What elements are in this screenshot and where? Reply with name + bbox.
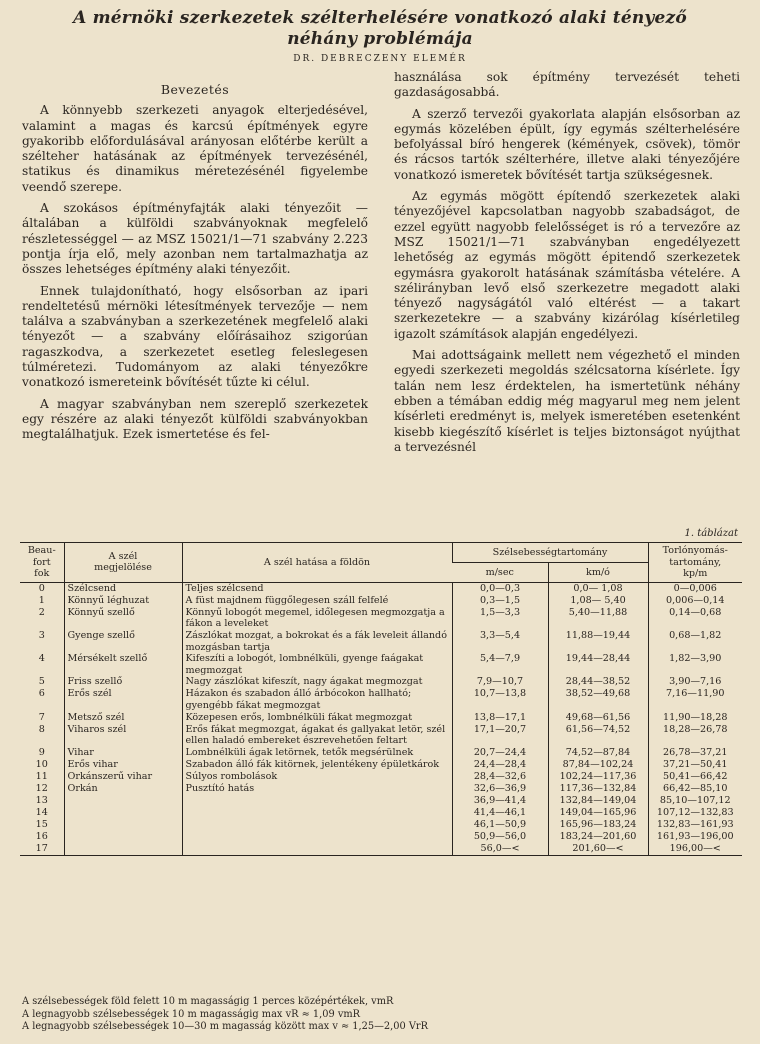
row-beaufort: 6: [38, 688, 45, 700]
row-name: Mérsékelt szellő: [64, 653, 182, 676]
row-pressure: 26,78—37,21: [648, 747, 742, 759]
table-row: [20, 724, 742, 747]
row-effect: Nagy zászlókat kifeszít, nagy ágakat megmozgat: [182, 676, 452, 688]
row-effect: Erős fákat megmozgat, ágakat és gallyakat letör, szél ellen haladó embereket észrevehetően feltart: [182, 724, 452, 747]
row-name: [64, 831, 182, 843]
title-line-1: A mérnöki szerkezetek szélterhelésére vonatkozó alaki tényező: [73, 8, 687, 28]
row-effect: [182, 843, 452, 856]
row-beaufort: 13: [35, 794, 48, 806]
row-effect: Pusztító hatás: [182, 783, 452, 795]
row-pressure: 0,14—0,68: [648, 607, 742, 630]
header-ms: m/sec: [485, 566, 514, 578]
paragraph: A szerző tervezői gyakorlata alapján elsősorban az egymás közelében épült, így egymás szélterhelésére befolyással bíró hengerek (kémények, csövek), tömör és rácsos tartók szélterhére, illetve alaki tényezőjére vonatkozó ismeretek bővítését tartja szükségesnek.: [394, 106, 740, 182]
row-beaufort: 4: [38, 653, 45, 665]
row-name: Orkánszerű vihar: [64, 771, 182, 783]
row-effect: Zászlókat mozgat, a bokrokat és a fák leveleit állandó mozgásban tartja: [182, 630, 452, 653]
row-ms: 0,0—0,3: [452, 582, 548, 595]
row-effect: Könnyű lobogót megemel, időlegesen megmozgatja a fákon a leveleket: [182, 607, 452, 630]
section-heading: Bevezetés: [160, 82, 230, 97]
row-effect: Házakon és szabadon álló árbócokon hallható; gyengébb fákat megmozgat: [182, 688, 452, 711]
row-kmh: 149,04—165,96: [548, 807, 648, 819]
row-beaufort: 12: [35, 782, 48, 794]
row-name: Szélcsend: [64, 582, 182, 595]
row-ms: 36,9—41,4: [452, 795, 548, 807]
header-pressure: Torlónyomás- tartomány, kp/m: [648, 543, 742, 583]
row-kmh: 49,68—61,56: [548, 712, 648, 724]
row-ms: 7,9—10,7: [452, 676, 548, 688]
row-kmh: 74,52—87,84: [548, 747, 648, 759]
table-row: [20, 771, 742, 783]
row-name: Erős szél: [64, 688, 182, 711]
row-kmh: 38,52—49,68: [548, 688, 648, 711]
row-effect: [182, 807, 452, 819]
row-pressure: 7,16—11,90: [648, 688, 742, 711]
row-effect: A füst majdnem függőlegesen száll felfelé: [182, 595, 452, 607]
row-name: Gyenge szellő: [64, 630, 182, 653]
paragraph-continued: használása sok építmény tervezését teheti gazdaságosabbá.: [394, 70, 740, 100]
note: A szélsebességek föld felett 10 m magasságig 1 perces középértékek, vmR: [22, 996, 394, 1007]
author: DR. DEBRECZENY ELEMÉR: [293, 54, 467, 64]
table-row: [20, 747, 742, 759]
row-pressure: 18,28—26,78: [648, 724, 742, 747]
title-line-2: néhány problémája: [287, 29, 473, 49]
row-name: Orkán: [64, 783, 182, 795]
row-kmh: 61,56—74,52: [548, 724, 648, 747]
table-row: [20, 607, 742, 630]
row-effect: Súlyos rombolások: [182, 771, 452, 783]
header-kmh: km/ó: [548, 562, 648, 582]
row-name: Könnyű szellő: [64, 607, 182, 630]
row-ms: 0,3—1,5: [452, 595, 548, 607]
table-body: [20, 582, 742, 855]
row-kmh: 11,88—19,44: [548, 630, 648, 653]
row-kmh: 132,84—149,04: [548, 795, 648, 807]
beaufort-table: [20, 542, 742, 856]
row-beaufort: 11: [35, 770, 48, 782]
row-ms: 28,4—32,6: [452, 771, 548, 783]
row-pressure: 50,41—66,42: [648, 771, 742, 783]
row-ms: 10,7—13,8: [452, 688, 548, 711]
row-name: Viharos szél: [64, 724, 182, 747]
table-row: [20, 595, 742, 607]
row-beaufort: 2: [38, 606, 45, 618]
row-effect: [182, 795, 452, 807]
row-beaufort: 15: [35, 818, 48, 830]
row-kmh: 0,0— 1,08: [548, 582, 648, 595]
table-notes: [22, 996, 428, 1034]
row-kmh: 28,44—38,52: [548, 676, 648, 688]
row-effect: Kifeszíti a lobogót, lombnélküli, gyenge faágakat megmozgat: [182, 653, 452, 676]
row-pressure: 1,82—3,90: [648, 653, 742, 676]
row-effect: Lombnélküli ágak letörnek, tetők megsérülnek: [182, 747, 452, 759]
table-row: [20, 582, 742, 595]
row-pressure: 37,21—50,41: [648, 759, 742, 771]
row-name: Friss szellő: [64, 676, 182, 688]
paragraph: Mai adottságaink mellett nem végezhető el minden egyedi szerkezeti megoldás szélcsatorna kísérlete. Így talán nem lesz érdektelen, ha ismertetünk néhány ebben a témában eddig még magyarul meg nem jelent kísérleti eredményt is, melyek ismeretében esetenként kisebb kiegészítő kísérlet is teljes biztonságot nyújthat a tervezésnél: [394, 348, 740, 454]
row-effect: Teljes szélcsend: [182, 582, 452, 595]
table-row: [20, 759, 742, 771]
table-row: [20, 712, 742, 724]
table-label: 1. táblázat: [684, 528, 738, 539]
row-kmh: 201,60—<: [548, 843, 648, 856]
row-pressure: 66,42—85,10: [648, 783, 742, 795]
header-name: A szél megjelölése: [64, 543, 182, 583]
table-row: [20, 843, 742, 856]
row-pressure: 85,10—107,12: [648, 795, 742, 807]
table-row: [20, 630, 742, 653]
row-pressure: 11,90—18,28: [648, 712, 742, 724]
table-row: [20, 783, 742, 795]
table-row: [20, 831, 742, 843]
row-kmh: 19,44—28,44: [548, 653, 648, 676]
row-pressure: 0,006—0,14: [648, 595, 742, 607]
row-pressure: 132,83—161,93: [648, 819, 742, 831]
row-name: [64, 819, 182, 831]
header-beaufort: Beau- fort fok: [27, 545, 56, 580]
row-ms: 24,4—28,4: [452, 759, 548, 771]
row-kmh: 165,96—183,24: [548, 819, 648, 831]
row-name: Erős vihar: [64, 759, 182, 771]
row-ms: 5,4—7,9: [452, 653, 548, 676]
row-kmh: 5,40—11,88: [548, 607, 648, 630]
row-ms: 3,3—5,4: [452, 630, 548, 653]
row-name: Metsző szél: [64, 712, 182, 724]
row-name: Vihar: [64, 747, 182, 759]
row-pressure: 3,90—7,16: [648, 676, 742, 688]
row-ms: 56,0—<: [452, 843, 548, 856]
row-ms: 20,7—24,4: [452, 747, 548, 759]
note: A legnagyobb szélsebességek 10 m magasságig max vR ≈ 1,09 vmR: [22, 1008, 361, 1020]
row-pressure: 107,12—132,83: [648, 807, 742, 819]
row-name: [64, 807, 182, 819]
row-beaufort: 3: [38, 629, 45, 641]
row-pressure: 196,00—<: [648, 843, 742, 856]
note: A legnagyobb szélsebességek 10—30 m magasság között max v ≈ 1,25—2,00 VrR: [22, 1021, 428, 1033]
left-column: [22, 82, 368, 449]
row-beaufort: 16: [35, 830, 48, 842]
paragraph: Ennek tulajdonítható, hogy elsősorban az ipari rendeltetésű mérnöki létesítmények tervezője — nem találva a szabványban a szerkezetének megfelelő alaki tényezőt — a szabvány előírásaihoz szigorúan ragaszkodva, a szerkezetet esetleg feleslegesen túlméretezi. Tudományom az alaki tényezőkre vonatkozó ismereteink bővítését tűzte ki célul.: [22, 283, 368, 390]
paragraph: Az egymás mögött építendő szerkezetek alaki tényezőjével kapcsolatban nagyobb szabadságot, de ezzel együtt nagyobb felelősséget is ró a tervezőre az MSZ 15021/1—71 szabványban engedélyezett lehetőség az egymás mögött épitendő szerkezetek egymásra gyakorolt hatásának számításba vételére. A szélirányban levő első szerkezetre megadott alaki tényező nagyságától való eltérést — a takart szerkezetekre — a szabvány kizárólag kísérletileg igazolt számítások alapján engedélyezi.: [394, 189, 740, 341]
row-beaufort: 8: [38, 723, 45, 735]
row-ms: 46,1—50,9: [452, 819, 548, 831]
row-name: [64, 843, 182, 856]
paragraph: A könnyebb szerkezeti anyagok elterjedésével, valamint a magas és karcsú építmények egyre gyakoribb előfordulásával arányosan előtérbe került a szélteher hatásának az építmények tervezésénél, statikus és dinamikus méretezésénél figyelembe veendő szerepe.: [22, 103, 368, 194]
row-ms: 41,4—46,1: [452, 807, 548, 819]
paragraph: A magyar szabványban nem szereplő szerkezetek egy részére az alaki tényezőt külföldi szabványokban megtalálhatjuk. Ezek ismertetése és fel-: [22, 396, 368, 442]
table-row: [20, 807, 742, 819]
table-row: [20, 795, 742, 807]
row-ms: 13,8—17,1: [452, 712, 548, 724]
paragraph: A szokásos építményfajták alaki tényezőit — általában a külföldi szabványoknak megfelelő részletességgel — az MSZ 15021/1—71 szabvány 2.223 pontja írja elő, mely azonban nem tartalmazhatja az összes lehetséges építmény alaki tényezőit.: [22, 201, 368, 277]
header-speed-group: Szélsebességtartomány: [452, 543, 648, 563]
row-ms: 1,5—3,3: [452, 607, 548, 630]
row-ms: 32,6—36,9: [452, 783, 548, 795]
row-beaufort: 14: [35, 806, 48, 818]
table-row: [20, 653, 742, 676]
row-kmh: 87,84—102,24: [548, 759, 648, 771]
right-column: [394, 70, 740, 461]
row-beaufort: 17: [35, 842, 48, 854]
row-beaufort: 9: [38, 746, 45, 758]
row-effect: Közepesen erős, lombnélküli fákat megmozgat: [182, 712, 452, 724]
table-row: [20, 676, 742, 688]
row-effect: Szabadon álló fák kitörnek, jelentékeny épületkárok: [182, 759, 452, 771]
row-beaufort: 1: [38, 594, 45, 606]
row-beaufort: 0: [38, 582, 45, 594]
row-kmh: 183,24—201,60: [548, 831, 648, 843]
row-beaufort: 5: [38, 676, 45, 688]
row-pressure: 0,68—1,82: [648, 630, 742, 653]
article-title: [0, 8, 760, 50]
row-name: [64, 795, 182, 807]
row-pressure: 161,93—196,00: [648, 831, 742, 843]
row-beaufort: 10: [35, 758, 48, 770]
header-effect: A szél hatása a földön: [182, 543, 452, 583]
row-kmh: 1,08— 5,40: [548, 595, 648, 607]
row-name: Könnyű léghuzat: [64, 595, 182, 607]
table-row: [20, 819, 742, 831]
row-kmh: 102,24—117,36: [548, 771, 648, 783]
row-beaufort: 7: [38, 711, 45, 723]
table-row: [20, 688, 742, 711]
row-effect: [182, 831, 452, 843]
row-effect: [182, 819, 452, 831]
row-ms: 17,1—20,7: [452, 724, 548, 747]
row-ms: 50,9—56,0: [452, 831, 548, 843]
row-kmh: 117,36—132,84: [548, 783, 648, 795]
row-pressure: 0—0,006: [648, 582, 742, 595]
